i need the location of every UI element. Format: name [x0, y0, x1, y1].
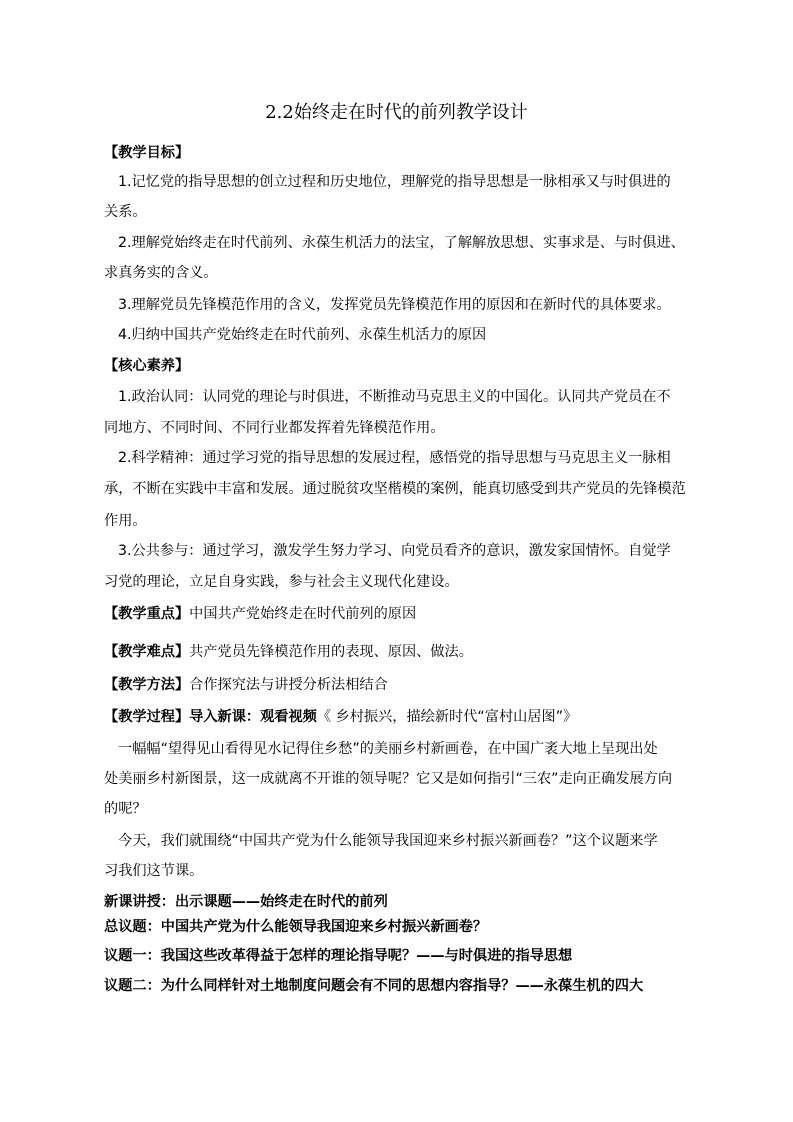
text-line: 3.理解党员先锋模范作用的含义，发挥党员先锋模范作用的原因和在新时代的具体要求。: [118, 297, 671, 313]
text-line: 4.归纳中国共产党始终走在时代前列、永葆生机活力的原因: [118, 327, 487, 343]
text-line: 承，不断在实践中丰富和发展。通过脱贫攻坚楷模的案例，能真切感受到共产党员的先锋模范: [104, 481, 686, 497]
text-line: 同地方、不同时间、不同行业都发挥着先锋模范作用。: [104, 420, 445, 436]
section-text: 中国共产党始终走在时代前列的原因: [189, 606, 417, 622]
section-label: 【教学难点】: [104, 644, 190, 660]
text-line: 处美丽乡村新图景，这一成就离不开谁的领导呢？它又是如何指引“三农”走向正确发展方向: [104, 771, 673, 787]
text-line: 求真务实的含义。: [104, 265, 218, 281]
text-line: [104, 706, 577, 728]
text-line: 议题一：我国这些改革得益于怎样的理论指导呢？——与时俱进的指导思想: [104, 948, 573, 964]
document-title: 2.2始终走在时代的前列教学设计: [265, 102, 528, 123]
text-line: 1.政治认同：认同党的理论与时俱进，不断推动马克思主义的中国化。认同共产党员在不: [118, 389, 671, 405]
text-line: [104, 641, 473, 663]
text-line: 一幅幅“望得见山看得见水记得住乡愁”的美丽乡村新画卷，在中国广袤大地上呈现出处: [118, 741, 658, 757]
text-line: 【教学目标】: [104, 145, 190, 161]
section-text: 合作探究法与讲授分析法相结合: [189, 677, 388, 693]
text-line: 作用。: [104, 513, 147, 529]
text-line: 【核心素养】: [104, 358, 190, 374]
section-label: 【教学方法】: [104, 677, 190, 693]
text-line: [104, 674, 388, 696]
section-label: 【教学重点】: [104, 606, 190, 622]
text-line: 2.科学精神：通过学习党的指导思想的发展过程，感悟党的指导思想与马克思主义一脉相: [118, 450, 671, 466]
text-line: 1.记忆党的指导思想的创立过程和历史地位，理解党的指导思想是一脉相承又与时俱进的: [118, 174, 671, 190]
text-line: 3.公共参与：通过学习，激发学生努力学习、向党员看齐的意识，激发家国情怀。自觉学: [118, 543, 671, 559]
text-line: 2.理解党始终走在时代前列、永葆生机活力的法宝，了解解放思想、实事求是、与时俱进、: [118, 235, 685, 251]
text-line: 议题二：为什么同样针对土地制度问题会有不同的思想内容指导？——永葆生机的四大: [104, 978, 644, 994]
text-line: 的呢？: [104, 801, 147, 817]
text-line: 习党的理论，立足自身实践，参与社会主义现代化建设。: [104, 574, 459, 590]
text-line: [104, 603, 416, 625]
section-text: 《 乡村振兴，描绘新时代“富村山居图”》: [316, 709, 578, 725]
text-line: 今天，我们就围绕“中国共产党为什么能领导我国迎来乡村振兴新画卷？”这个议题来学: [118, 833, 658, 849]
text-line: 关系。: [104, 204, 147, 220]
text-line: 总议题：中国共产党为什么能领导我国迎来乡村振兴新画卷？: [104, 919, 488, 935]
text-line: 新课讲授：出示课题——始终走在时代的前列: [104, 894, 388, 910]
section-label: 【教学过程】导入新课：观看视频: [104, 709, 317, 725]
section-text: 共产党员先锋模范作用的表现、原因、做法。: [189, 644, 473, 660]
text-line: 习我们这节课。: [104, 863, 204, 879]
